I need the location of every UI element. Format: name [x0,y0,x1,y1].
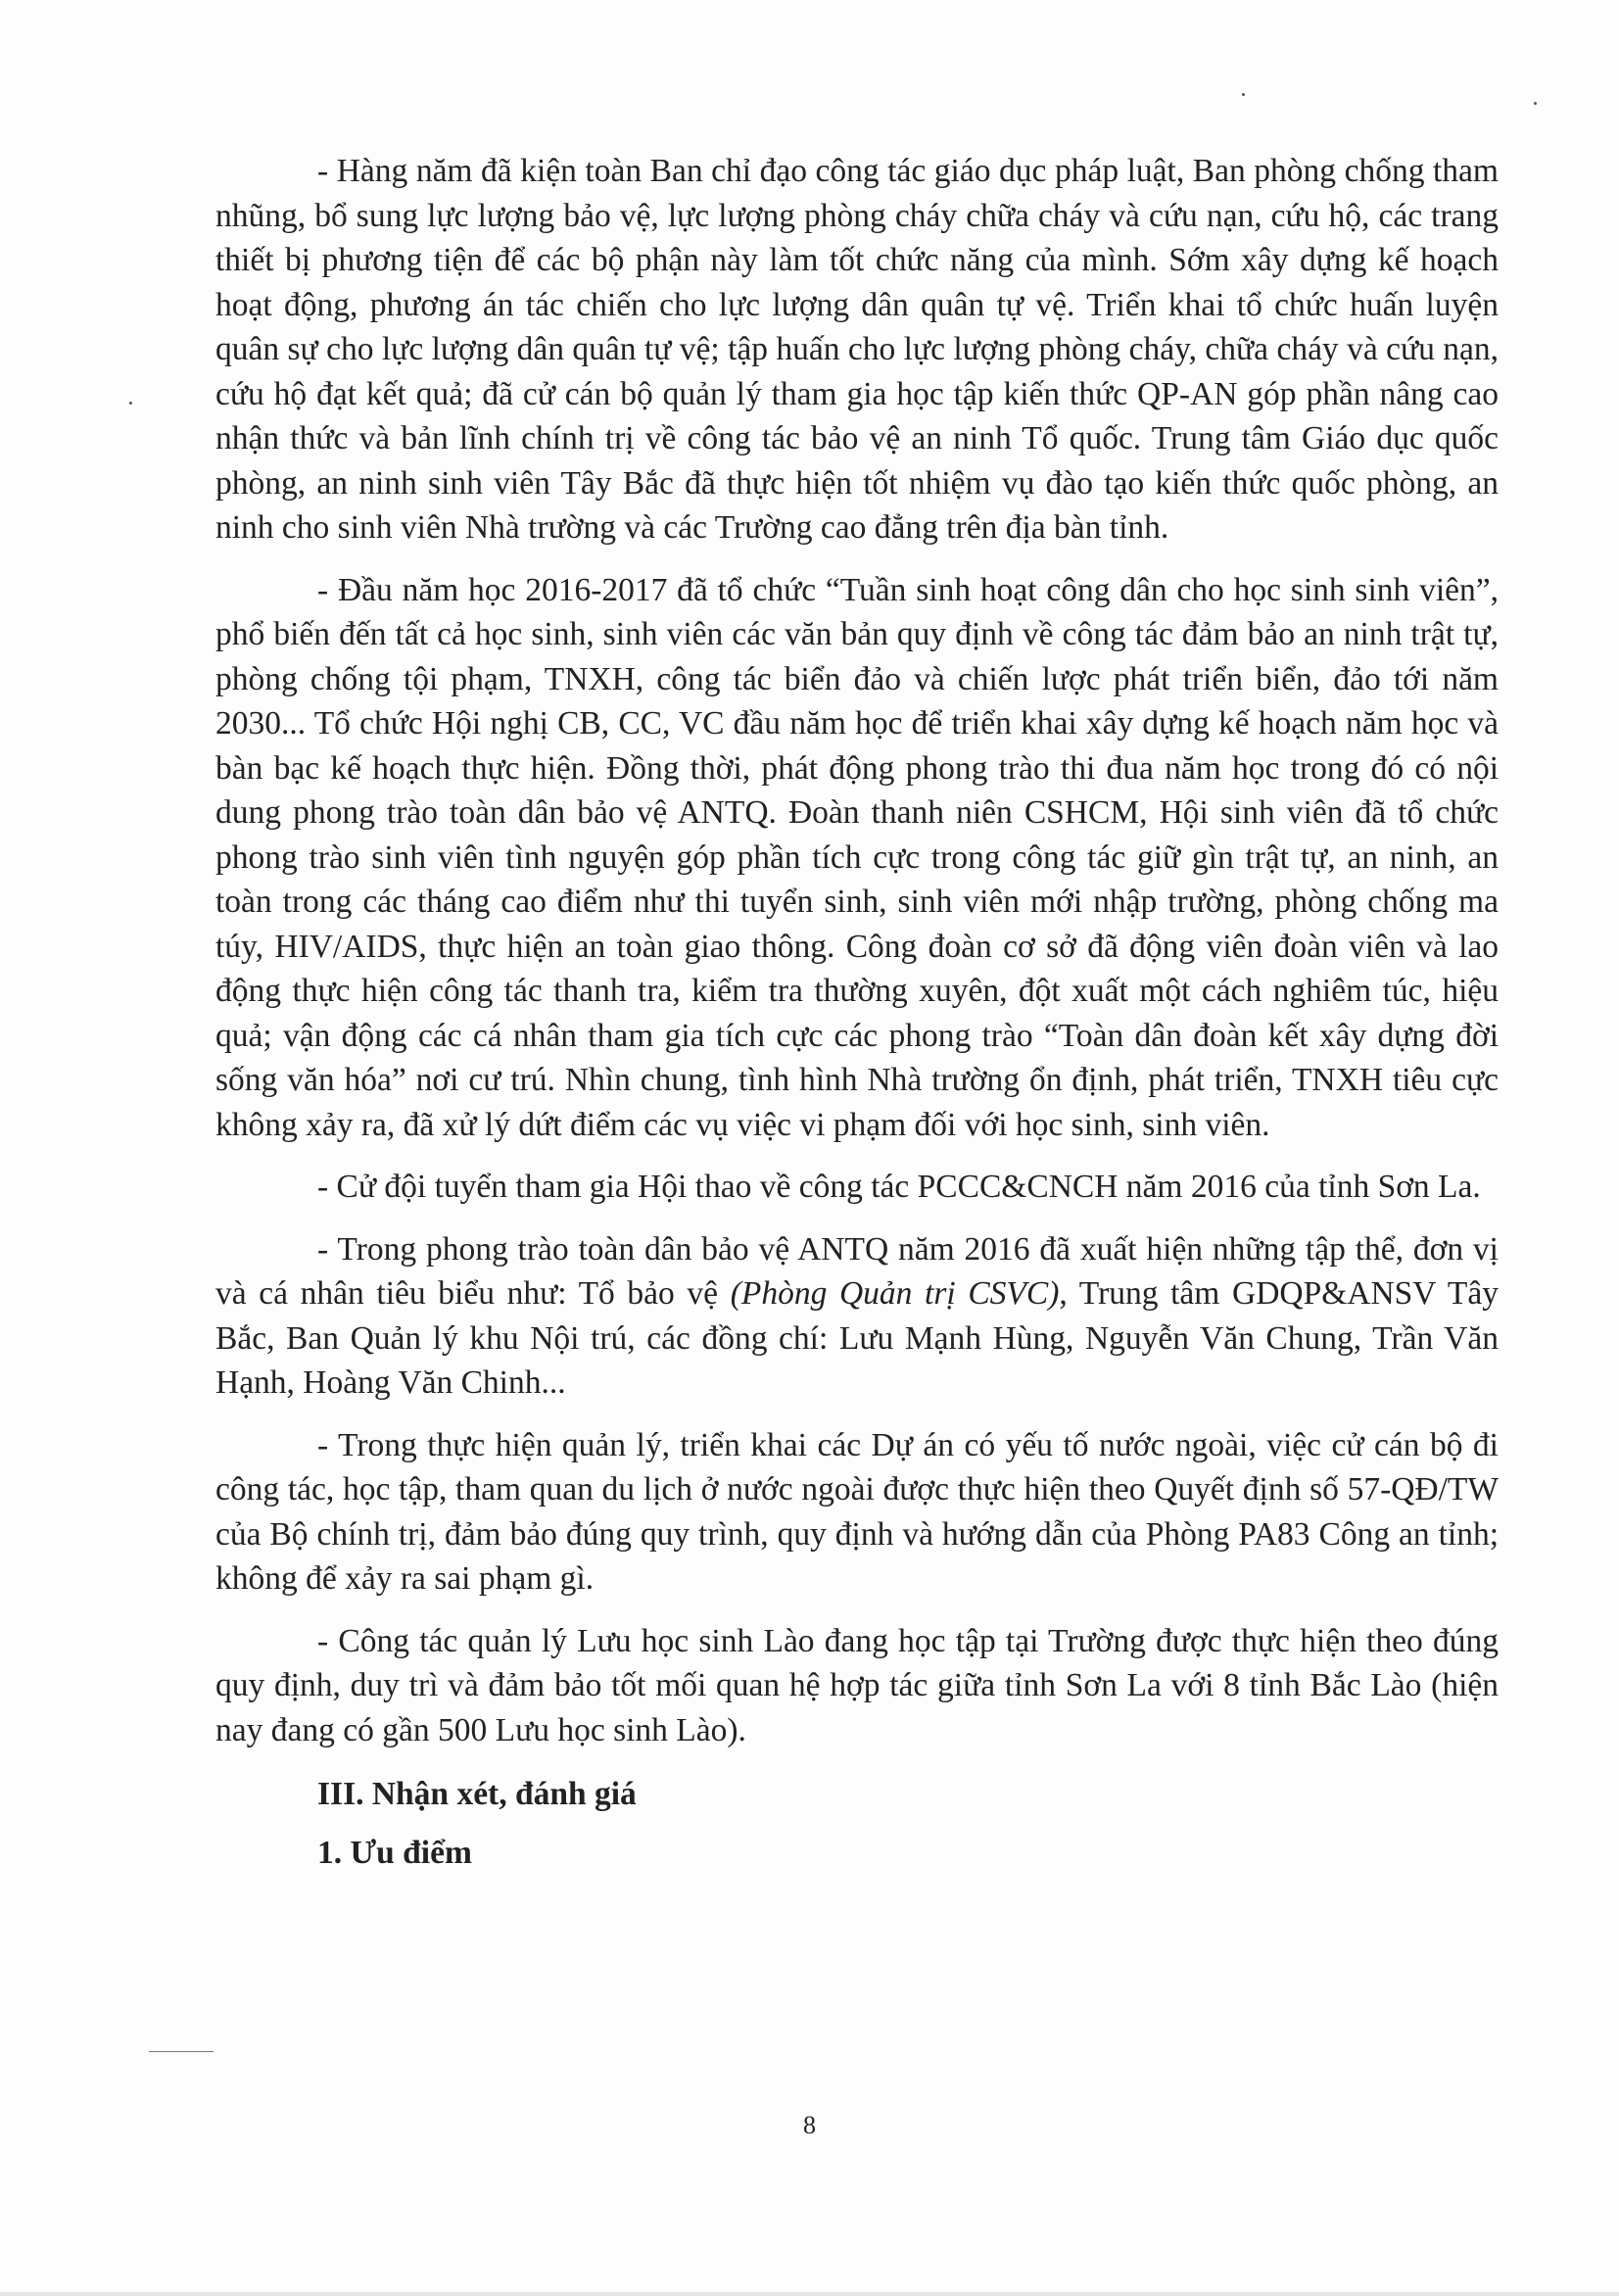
section-heading: III. Nhận xét, đánh giá [317,1776,637,1812]
body-text [215,149,1499,1875]
page-number: 8 [803,2111,816,2139]
paragraph-5: - Trong thực hiện quản lý, triển khai các Dự án có yếu tố nước ngoài, việc cử cán bộ đi công tác, học tập, tham quan du lịch ở nước ngoài được thực hiện theo Quyết định số 57-QĐ/TW của Bộ chính trị, đảm bảo đúng quy trình, quy định và hướng dẫn của Phòng PA83 Công an tỉnh; không để xảy ra sai phạm gì. [215,1426,1499,1597]
scan-speck [1534,102,1537,105]
paragraph-4-text-before: - Trong phong trào toàn dân bảo vệ ANTQ năm 2016 đã xuất hiện những tập thể, đơn vị và cá nhân tiêu biểu như: Tổ bảo vệ [215,1230,1499,1312]
paragraph-3: - Cử đội tuyển tham gia Hội thao về công tác PCCC&CNCH năm 2016 của tỉnh Sơn La. [317,1169,1481,1205]
scan-bottom-edge [0,2292,1619,2296]
scan-speck [1242,93,1245,96]
subsection-heading: 1. Ưu điểm [317,1834,472,1871]
paragraph-1: - Hàng năm đã kiện toàn Ban chỉ đạo công tác giáo dục pháp luật, Ban phòng chống tham nhũng, bổ sung lực lượng bảo vệ, lực lượng phòng cháy chữa cháy và cứu nạn, cứu hộ, các trang thiết bị phương tiện để các bộ phận này làm tốt chức năng của mình. Sớm xây dựng kế hoạch hoạt động, phương án tác chiến cho lực lượng dân quân tự vệ. Triển khai tổ chức huấn luyện quân sự cho lực lượng dân quân tự vệ; tập huấn cho lực lượng phòng cháy, chữa cháy và cứu nạn, cứu hộ đạt kết quả; đã cử cán bộ quản lý tham gia học tập kiến thức QP-AN góp phần nâng cao nhận thức và bản lĩnh chính trị về công tác bảo vệ an ninh Tổ quốc. Trung tâm Giáo dục quốc phòng, an ninh sinh viên Tây Bắc đã thực hiện tốt nhiệm vụ đào tạo kiến thức quốc phòng, an ninh cho sinh viên Nhà trường và các Trường cao đẳng trên địa bàn tỉnh. [215,153,1499,546]
paragraph-4-text-after: , Trung tâm GDQP&ANSV Tây Bắc, Ban Quản lý khu Nội trú, các đồng chí: Lưu Mạnh Hùng, Nguyễn Văn Chung, Trần Văn Hạnh, Hoàng Văn Chinh... [215,1275,1499,1401]
scan-margin-mark [149,2051,214,2052]
scan-speck [129,402,132,405]
paragraph-2: - Đầu năm học 2016-2017 đã tổ chức “Tuần sinh hoạt công dân cho học sinh sinh viên”, phổ biến đến tất cả học sinh, sinh viên các văn bản quy định về công tác đảm bảo an ninh trật tự, phòng chống tội phạm, TNXH, công tác biển đảo và chiến lược phát triển biển, đảo tới năm 2030... Tổ chức Hội nghị CB, CC, VC đầu năm học để triển khai xây dựng kế hoạch năm học và bàn bạc kế hoạch thực hiện. Đồng thời, phát động phong trào thi đua năm học trong đó có nội dung phong trào toàn dân bảo vệ ANTQ. Đoàn thanh niên CSHCM, Hội sinh viên đã tổ chức phong trào sinh viên tình nguyện góp phần tích cực trong công tác giữ gìn trật tự, an ninh, an toàn trong các tháng cao điểm như thi tuyển sinh, sinh viên mới nhập trường, phòng chống ma túy, HIV/AIDS, thực hiện an toàn giao thông. Công đoàn cơ sở đã động viên đoàn viên và lao động thực hiện công tác thanh tra, kiểm tra thường xuyên, đột xuất một cách nghiêm túc, hiệu quả; vận động các cá nhân tham gia tích cực các phong trào “Toàn dân đoàn kết xây dựng đời sống văn hóa” nơi cư trú. Nhìn chung, tình hình Nhà trường ổn định, phát triển, TNXH tiêu cực không xảy ra, đã xử lý dứt điểm các vụ việc vi phạm đối với học sinh, sinh viên. [215,571,1499,1143]
paragraph-4 [215,1227,1499,1406]
paragraph-6: - Công tác quản lý Lưu học sinh Lào đang học tập tại Trường được thực hiện theo đúng quy định, duy trì và đảm bảo tốt mối quan hệ hợp tác giữa tỉnh Sơn La với 8 tỉnh Bắc Lào (hiện nay đang có gần 500 Lưu học sinh Lào). [215,1622,1499,1748]
paragraph-4-italic: (Phòng Quản trị CSVC) [730,1275,1060,1312]
